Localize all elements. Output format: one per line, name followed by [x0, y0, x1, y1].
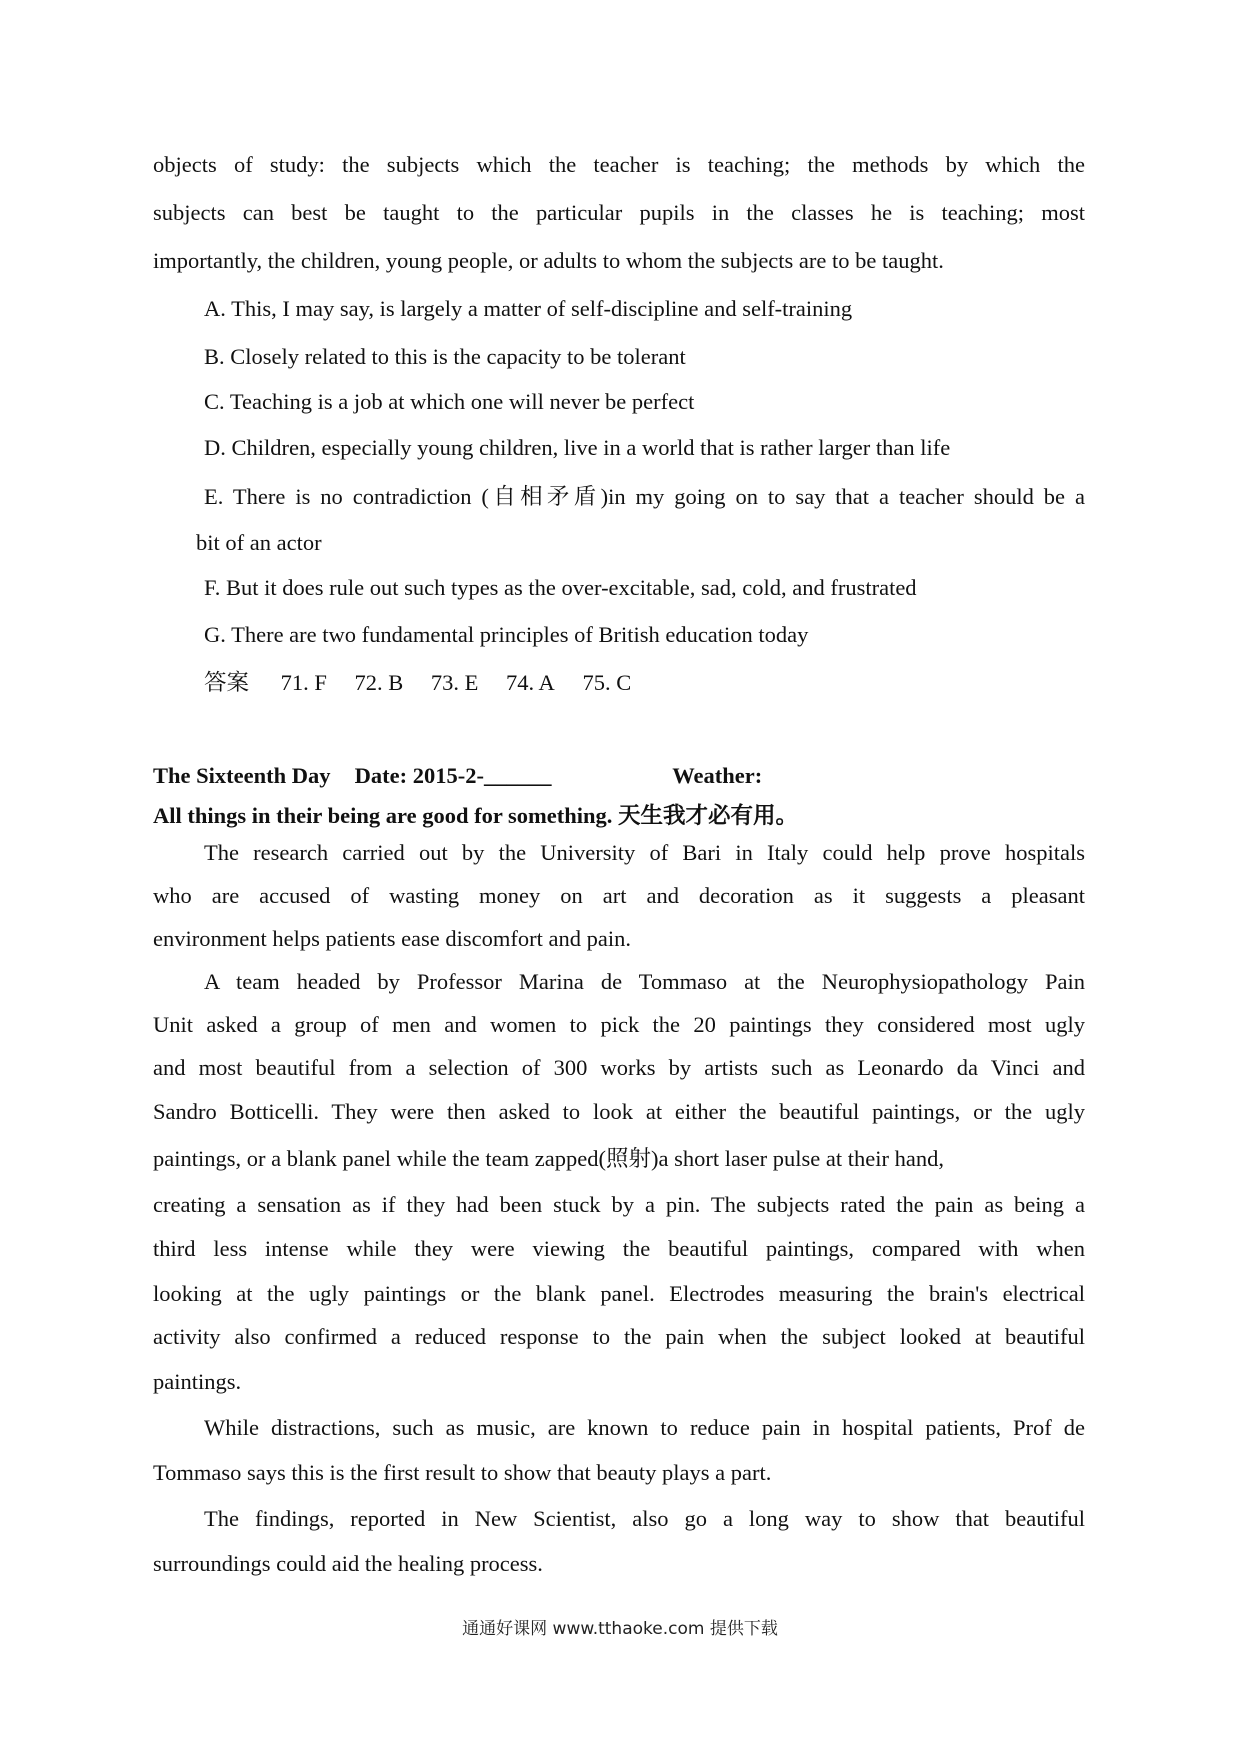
option-d: D. Children, especially young children, live in a world that is rather larger than life	[204, 435, 951, 460]
passage-line: creating a sensation as if they had been stuck by a pin. The subjects rated the pain as being a	[153, 1192, 1085, 1217]
day-heading	[153, 761, 762, 791]
passage-line: activity also confirmed a reduced response to the pain when the subject looked at beautiful	[153, 1324, 1085, 1349]
passage-continued-line-1: objects of study: the subjects which the teacher is teaching; the methods by which the	[153, 152, 1085, 177]
passage-continued-line-2: subjects can best be taught to the particular pupils in the classes he is teaching; most	[153, 200, 1085, 225]
passage-line: The research carried out by the University of Bari in Italy could help prove hospitals	[204, 840, 1085, 865]
option-a: A. This, I may say, is largely a matter of self-discipline and self-training	[204, 296, 853, 321]
option-f: F. But it does rule out such types as the over-excitable, sad, cold, and frustrated	[204, 575, 917, 600]
day-title: The Sixteenth Day	[153, 763, 331, 788]
passage-line: looking at the ugly paintings or the blank panel. Electrodes measuring the brain's electrical	[153, 1281, 1085, 1306]
passage-line: paintings, or a blank panel while the team zapped(照射)a short laser pulse at their hand,	[153, 1146, 944, 1171]
answer-item: 74. A	[506, 670, 555, 695]
passage-line: Sandro Botticelli. They were then asked to look at either the beautiful paintings, or the ugly	[153, 1099, 1085, 1124]
passage-line: Unit asked a group of men and women to pick the 20 paintings they considered most ugly	[153, 1012, 1085, 1037]
answer-item: 71. F	[280, 670, 327, 695]
passage-line: third less intense while they were viewing the beautiful paintings, compared with when	[153, 1236, 1085, 1261]
passage-continued-line-3: importantly, the children, young people, or adults to whom the subjects are to be taught.	[153, 248, 944, 273]
passage-line: environment helps patients ease discomfort and pain.	[153, 926, 631, 951]
passage-line: The findings, reported in New Scientist, also go a long way to show that beautiful	[204, 1506, 1085, 1531]
day-date: Date: 2015-2-______	[354, 763, 552, 788]
passage-line: who are accused of wasting money on art and decoration as it suggests a pleasant	[153, 883, 1085, 908]
answer-item: 72. B	[354, 670, 404, 695]
option-e-continued: bit of an actor	[196, 530, 322, 555]
passage-line: Tommaso says this is the first result to show that beauty plays a part.	[153, 1460, 772, 1485]
passage-line: A team headed by Professor Marina de Tommaso at the Neurophysiopathology Pain	[204, 969, 1085, 994]
motto: All things in their being are good for something. 天生我才必有用。	[153, 803, 799, 828]
passage-line: surroundings could aid the healing process.	[153, 1551, 543, 1576]
passage-line: While distractions, such as music, are known to reduce pain in hospital patients, Prof de	[204, 1415, 1085, 1440]
answer-item: 73. E	[430, 670, 479, 695]
footer-source: 通通好课网 www.tthaoke.com 提供下载	[462, 1619, 778, 1639]
answer-item: 75. C	[582, 670, 632, 695]
answer-key	[204, 668, 653, 698]
day-weather: Weather:	[672, 763, 763, 788]
option-g: G. There are two fundamental principles of British education today	[204, 622, 809, 647]
option-b: B. Closely related to this is the capacity to be tolerant	[204, 344, 686, 369]
passage-line: and most beautiful from a selection of 300 works by artists such as Leonardo da Vinci and	[153, 1055, 1085, 1080]
option-c: C. Teaching is a job at which one will never be perfect	[204, 389, 695, 414]
option-e: E. There is no contradiction (自相矛盾)in my going on to say that a teacher should be a	[204, 484, 1085, 509]
passage-line: paintings.	[153, 1369, 242, 1394]
answer-label: 答案	[204, 670, 250, 695]
